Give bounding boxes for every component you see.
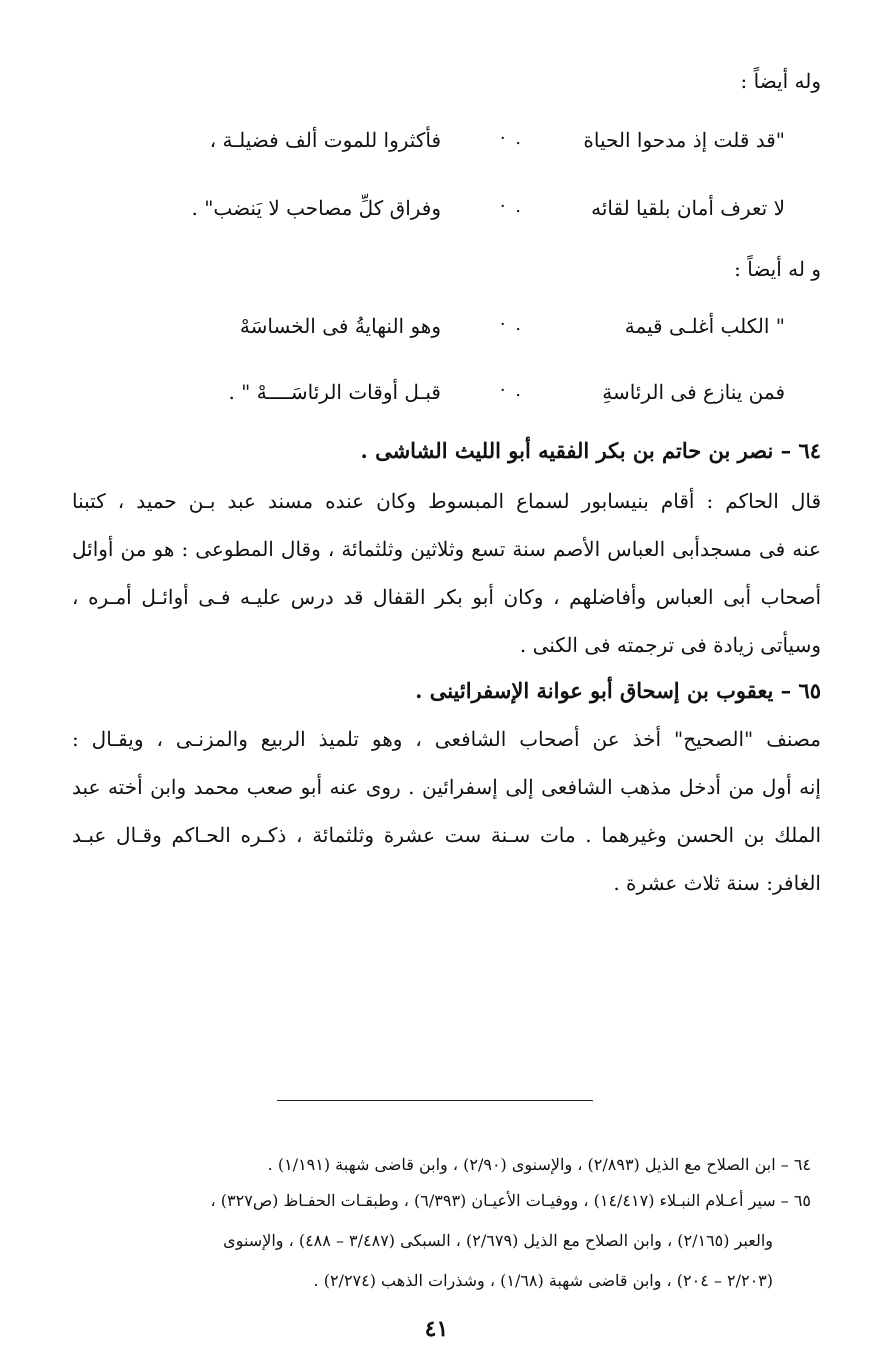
page-number: ٤١ — [424, 1316, 449, 1342]
footnote-64: ٦٤ – ابن الصلاح مع الذيل (٢/٨٩٣) ، والإسنوى (٢/٩٠) ، وابن قاضى شهبة (١/١٩١) . — [267, 1155, 811, 1174]
footnote-separator — [277, 1100, 593, 1101]
footnote-65-line-3: (٢/٢٠٣ – ٢٠٤) ، وابن قاضى شهبة (١/٦٨) ، وشذرات الذهب (٢/٢٧٤) . — [313, 1271, 773, 1290]
entry-65-line-2: إنه أول من أدخل مذهب الشافعى إلى إسفرائين . روى عنه أبو صعب محمد وابن أخته عبد — [72, 775, 821, 799]
verse-3-hemistich-right: " الكلب أغلـى قيمة — [624, 314, 785, 338]
verse-divider: . · — [499, 128, 523, 149]
intro-line-2: و له أيضاً : — [734, 257, 821, 281]
verse-divider: . · — [499, 380, 523, 401]
entry-64-line-2: عنه فى مسجدأبى العباس الأصم سنة تسع وثلاثين وثلثمائة ، وقال المطوعى : هو من أوائل — [72, 537, 821, 561]
verse-4-hemistich-right: فمن ينازع فى الرئاسةِ — [602, 380, 785, 404]
verse-2-hemistich-right: لا تعرف أمان بلقيا لقائه — [591, 196, 785, 220]
entry-65-line-4: الغافر: سنة ثلاث عشرة . — [613, 871, 821, 895]
footnote-65-line-2: والعبر (٢/١٦٥) ، وابن الصلاح مع الذيل (٢/٦٧٩) ، السبكى (٣/٤٨٧ – ٤٨٨) ، والإسنوى — [223, 1231, 773, 1250]
verse-1-hemistich-left: فأكثروا للموت ألف فضيلـة ، — [209, 128, 441, 152]
entry-64-heading: ٦٤ – نصر بن حاتم بن بكر الفقيه أبو الليث الشاشى . — [360, 438, 821, 463]
verse-1-hemistich-right: "قد قلت إذ مدحوا الحياة — [583, 128, 785, 152]
verse-3-hemistich-left: وهو النهايةُ فى الخساسَهْ — [239, 314, 441, 338]
footnote-65-line-1: ٦٥ – سير أعـلام النبـلاء (١٤/٤١٧) ، ووفيـات الأعيـان (٦/٣٩٣) ، وطبقـات الحفـاظ (ص٣٢٧) ، — [210, 1191, 811, 1210]
intro-line-1: وله أيضاً : — [740, 69, 821, 93]
entry-65-heading: ٦٥ – يعقوب بن إسحاق أبو عوانة الإسفرائينى . — [415, 678, 821, 703]
entry-64-line-3: أصحاب أبى العباس وأفاضلهم ، وكان أبو بكر القفال قد درس عليـه فـى أوائـل أمـره ، — [72, 585, 821, 609]
entry-64-line-1: قال الحاكم : أقام بنيسابور لسماع المبسوط وكان عنده مسند عبد بـن حميد ، كتبنا — [72, 489, 821, 513]
entry-65-line-1: مصنف "الصحيح" أخذ عن أصحاب الشافعى ، وهو تلميذ الربيع والمزنـى ، ويقـال : — [72, 727, 821, 751]
verse-4-hemistich-left: قبـل أوقات الرئاسَــــهْ " . — [228, 380, 441, 404]
verse-divider: . · — [499, 196, 523, 217]
verse-divider: . · — [499, 314, 523, 335]
entry-64-line-4: وسيأتى زيادة فى ترجمته فى الكنى . — [519, 633, 821, 657]
verse-2-hemistich-left: وفراق كلِّ مصاحب لا يَنضب" . — [191, 196, 441, 220]
entry-65-line-3: الملك بن الحسن وغيرهما . مات سـنة ست عشرة وثلثمائة ، ذكـره الحـاكم وقـال عبـد — [72, 823, 821, 847]
